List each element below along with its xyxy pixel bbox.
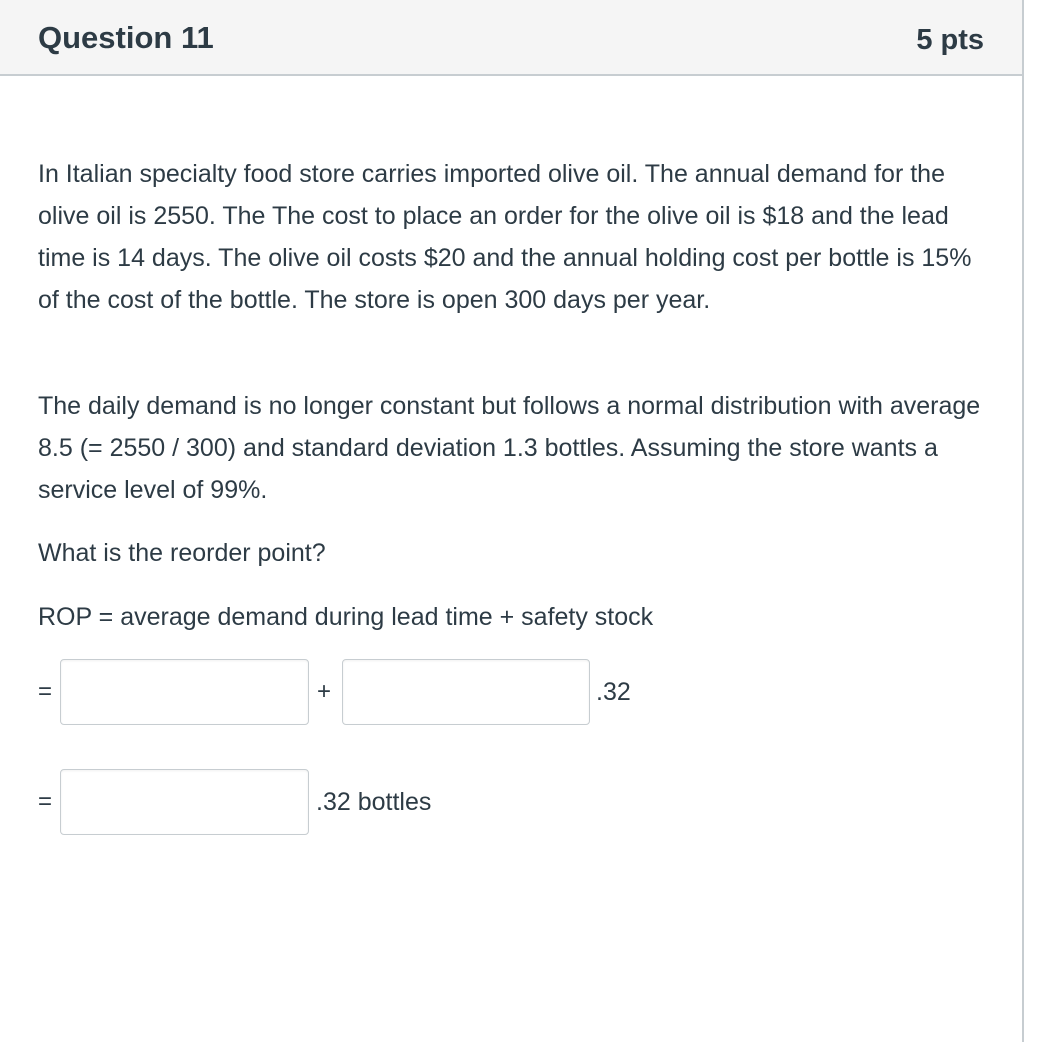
equals-sign: = xyxy=(38,678,53,705)
reorder-point-input[interactable] xyxy=(60,769,309,835)
answer-row-1 xyxy=(38,657,998,727)
question-header xyxy=(0,0,1022,76)
decimal-suffix: .32 xyxy=(596,678,631,706)
question-text-paragraph: In Italian specialty food store carries imported olive oil. The annual demand for the olive oil is 2550. The The cost to place an order for the olive oil is $18 and the lead time is 14 days. The olive oil costs $20 and the annual holding cost per bottle is 15% of the cost of the bottle. The store is open 300 days per year. xyxy=(38,160,972,314)
equals-sign: = xyxy=(38,788,53,815)
bottles-suffix: .32 bottles xyxy=(316,788,432,816)
formula-text: ROP = average demand during lead time + safety stock xyxy=(38,603,654,631)
question-title: Question 11 xyxy=(38,20,214,55)
question-text-paragraph: The daily demand is no longer constant but follows a normal distribution with average 8.5 (= 2550 / 300) and standard deviation 1.3 bottles. Assuming the store wants a service level of 99%. xyxy=(38,392,981,504)
answer-row-2 xyxy=(38,767,998,837)
plus-sign: + xyxy=(317,678,332,705)
safety-stock-input[interactable] xyxy=(342,659,590,725)
question-points: 5 pts xyxy=(916,24,984,56)
question-prompt: What is the reorder point? xyxy=(38,539,326,567)
avg-demand-lead-time-input[interactable] xyxy=(60,659,309,725)
